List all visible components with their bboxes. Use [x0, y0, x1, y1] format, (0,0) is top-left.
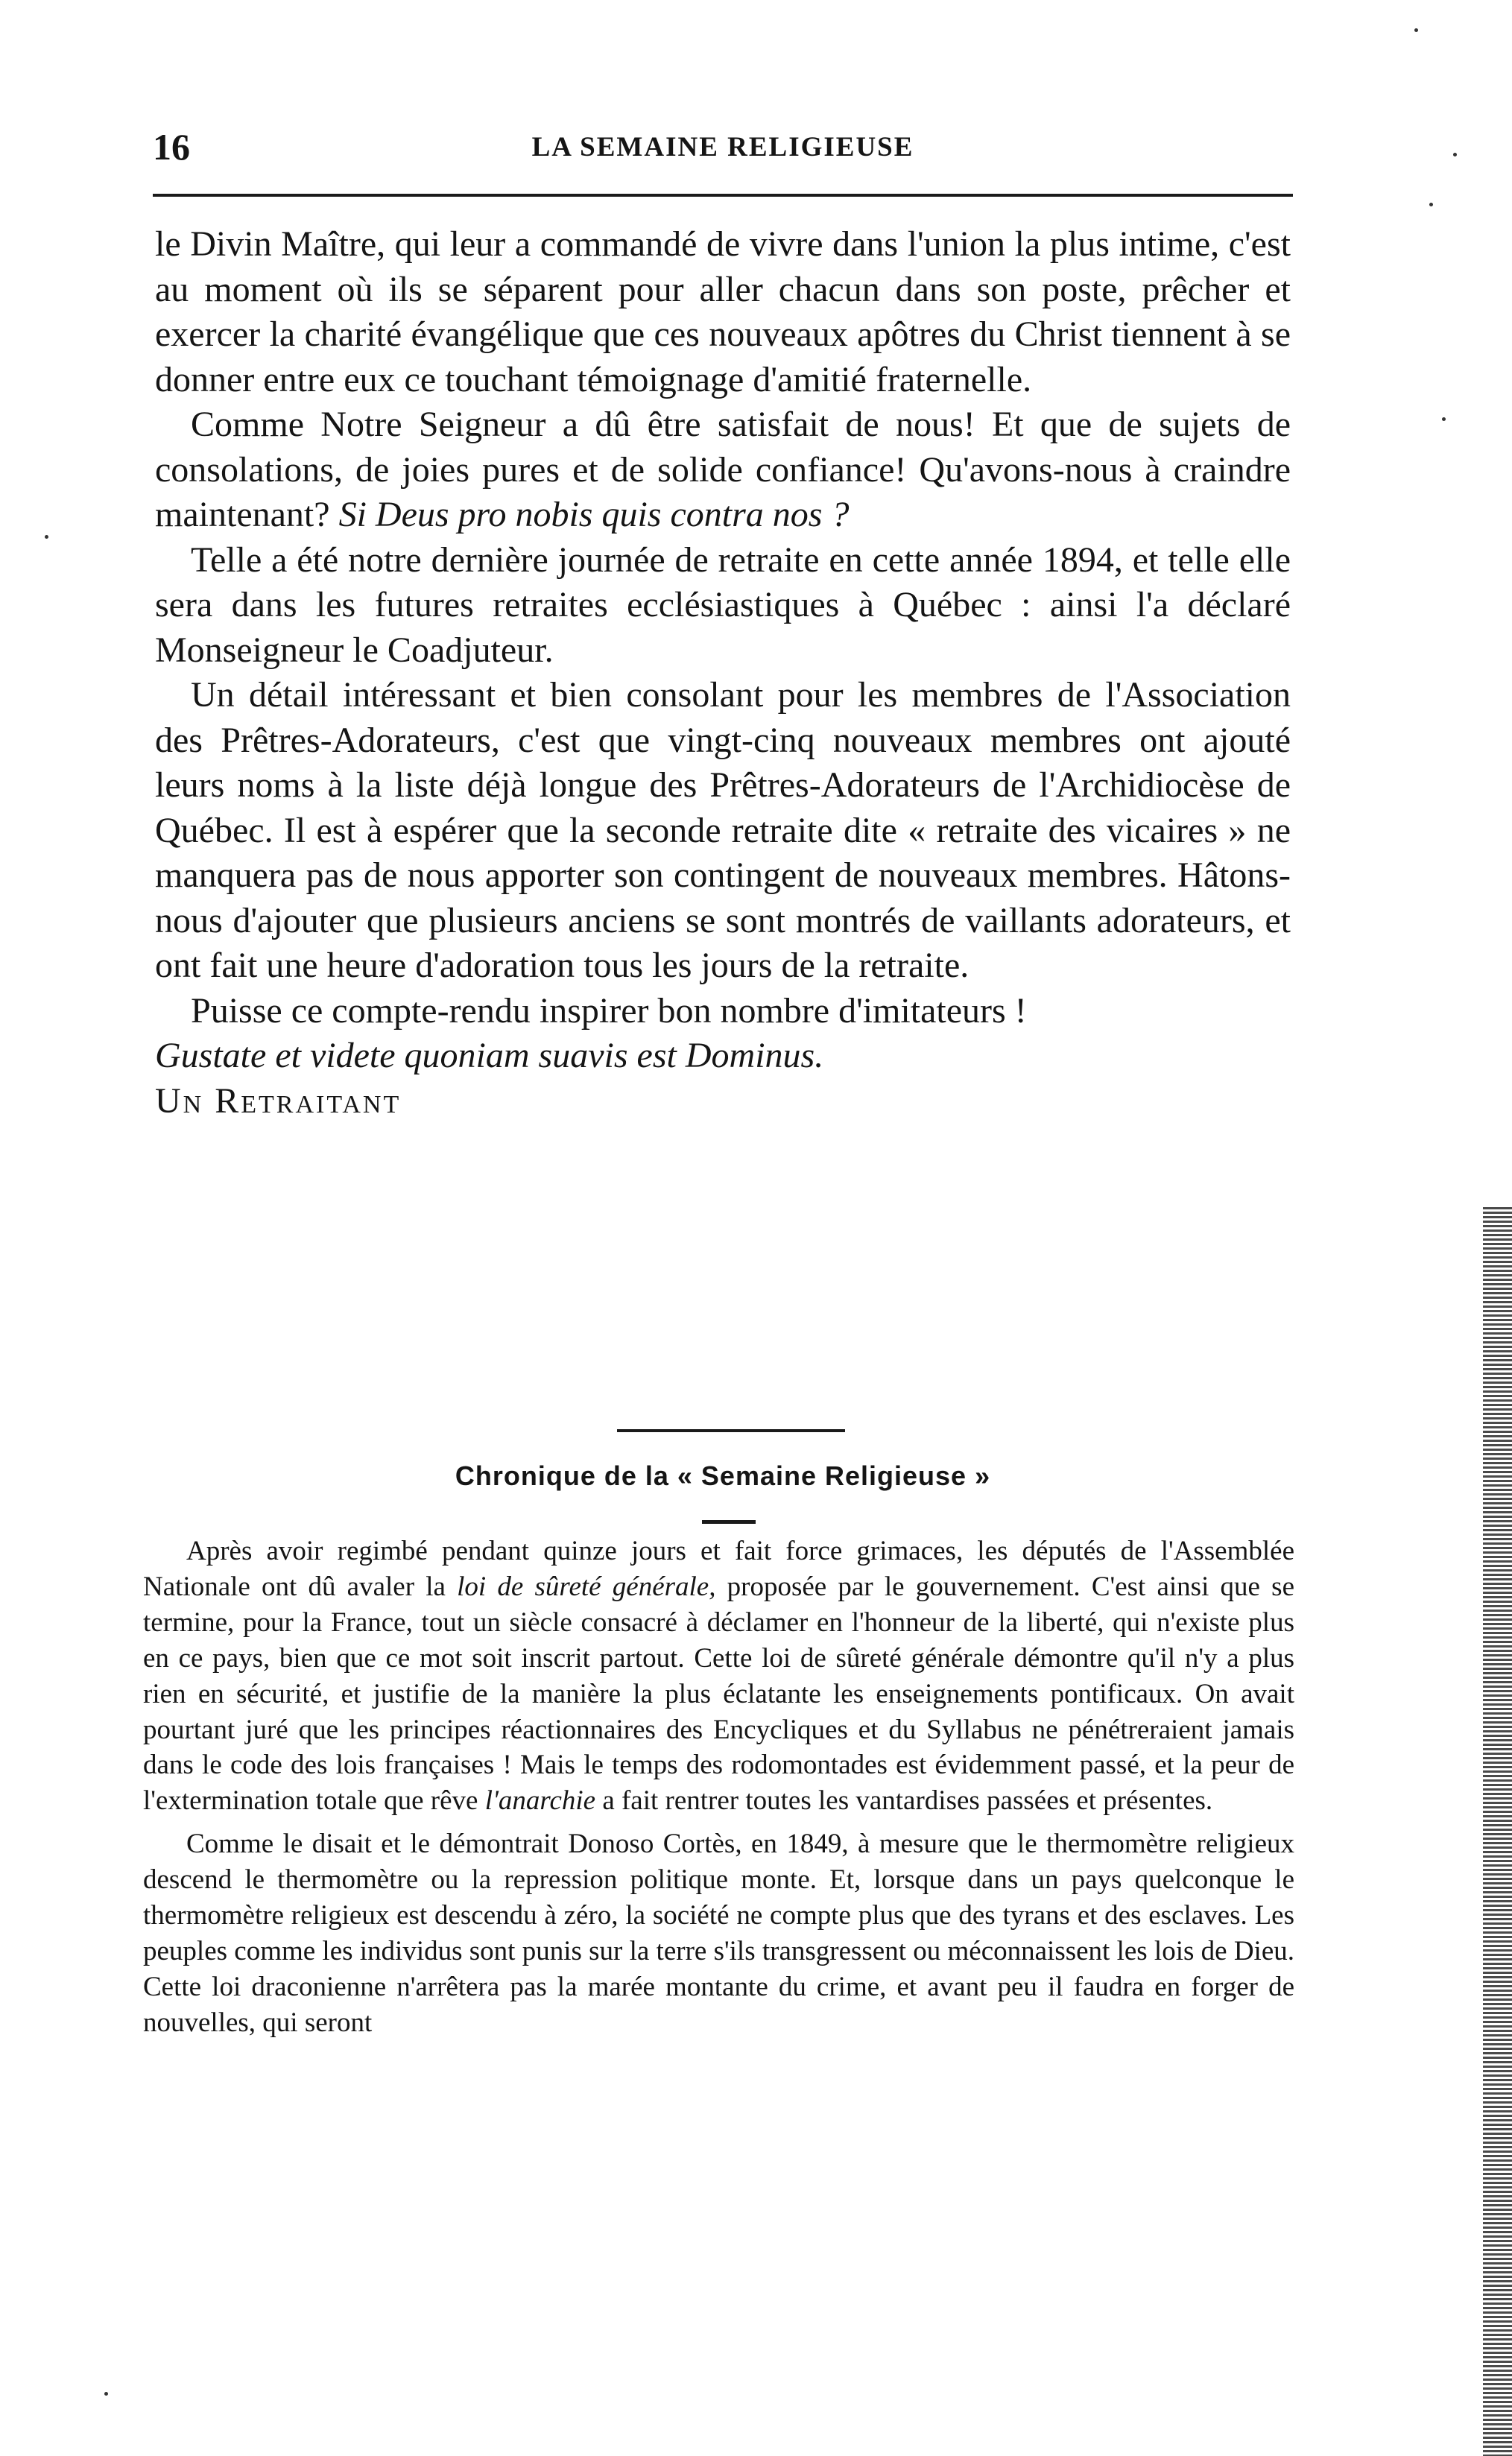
chronicle-p1-text-b: proposée par le gouvernement. C'est ainsi que se termine, pour la France, tout un siècle consacré à déclamer en l'honneur de la liberté, qui n'existe plus en ce pays, bien que ce mot soit inscrit partout. Cette loi de sûreté générale démontre qu'il n'y a plus rien en sécurité, et justifie de la manière la plus éclatante les enseignements pontificaux. On avait pourtant juré que les principes réactionnaires des Encycliques et du Syllabus ne pénétreraient jamais dans le code des lois françaises ! Mais le temps des rodomontades est évidemment passé, et la peur de l'extermination totale que rêve	[143, 1571, 1294, 1817]
scan-edge-shadow	[1483, 1207, 1512, 2456]
chronicle-paragraph-1	[143, 1534, 1294, 1819]
title-dash	[702, 1520, 756, 1524]
article-paragraph-5: Puisse ce compte-rendu inspirer bon nombre d'imitateurs !	[191, 990, 1027, 1031]
scan-speck	[1453, 153, 1457, 156]
scan-speck	[1429, 203, 1433, 206]
scan-speck	[1414, 28, 1418, 32]
chronicle-p1-text-c: a fait rentrer toutes les vantardises passées et présentes.	[595, 1785, 1213, 1817]
chronicle-p1-text-a: Après avoir regimbé pendant quinze jours et fait force grimaces, les députés de l'Assemblée Nationale ont dû avaler la	[143, 1536, 1294, 1602]
page-number: 16	[153, 126, 190, 168]
page-header	[153, 125, 1293, 170]
article-paragraph-2-text: Comme Notre Seigneur a dû être satisfait de nous! Et que de sujets de consolations, de joies pures et de solide confiance! Qu'avons-nous à craindre maintenant?	[155, 405, 1291, 534]
signature: Un Retraitant	[155, 1080, 402, 1121]
chronicle-p1-italic-law: loi de sûreté générale,	[457, 1571, 716, 1602]
article-paragraph-4: Un détail intéressant et bien consolant pour les membres de l'Association des Prêtres-Adorateurs, c'est que vingt-cinq nouveaux membres ont ajouté leurs noms à la liste déjà longue des Prêtres-Adorateurs de l'Archidiocèse de Québec. Il est à espérer que la seconde retraite dite « retraite des vicaires » ne manquera pas de nous apporter son contingent de nouveaux membres. Hâtons-nous d'ajouter que plusieurs anciens se sont montrés de vaillants adorateurs, et ont fait une heure d'adoration tous les jours de la retraite.	[155, 675, 1291, 985]
latin-quote-2: Gustate et videte quoniam suavis est Dominus.	[155, 1036, 824, 1075]
scan-speck	[104, 2392, 108, 2396]
chronicle-title: Chronique de la « Semaine Religieuse »	[455, 1460, 991, 1491]
chronicle-section	[143, 1534, 1294, 2041]
section-divider	[617, 1429, 845, 1432]
chronicle-paragraph-2: Comme le disait et le démontrait Donoso Cortès, en 1849, à mesure que le thermomètre religieux descend le thermomètre ou la repression politique monte. Et, lorsque dans un pays quelconque le thermomètre religieux est descendu à zéro, la société ne compte plus que des tyrans et des esclaves. Les peuples comme les individus sont punis sur la terre s'ils transgressent ou méconnaissent les lois de Dieu. Cette loi draconienne n'arrêtera pas la marée montante du crime, et avant peu il faudra en forger de nouvelles, qui seront	[143, 1829, 1294, 2038]
retreat-article	[155, 222, 1291, 1124]
latin-quote-1: Si Deus pro nobis quis contra nos ?	[338, 495, 850, 534]
chronicle-p1-italic-anarchy: l'anarchie	[484, 1785, 596, 1817]
scan-speck	[45, 535, 48, 539]
article-paragraph-1: le Divin Maître, qui leur a commandé de vivre dans l'union la plus intime, c'est au moment où ils se séparent pour aller chacun dans son poste, prêcher et exercer la charité évangélique que ces nouveaux apôtres du Christ tiennent à se donner entre eux ce touchant témoignage d'amitié fraternelle.	[155, 224, 1291, 399]
header-rule	[153, 194, 1293, 197]
article-paragraph-2	[155, 402, 1291, 538]
article-paragraph-3: Telle a été notre dernière journée de retraite en cette année 1894, et telle elle sera dans les futures retraites ecclésiastiques à Québec : ainsi l'a déclaré Monseigneur le Coadjuteur.	[155, 539, 1291, 670]
scan-speck	[1442, 417, 1446, 421]
running-title: LA SEMAINE RELIGIEUSE	[531, 132, 914, 162]
